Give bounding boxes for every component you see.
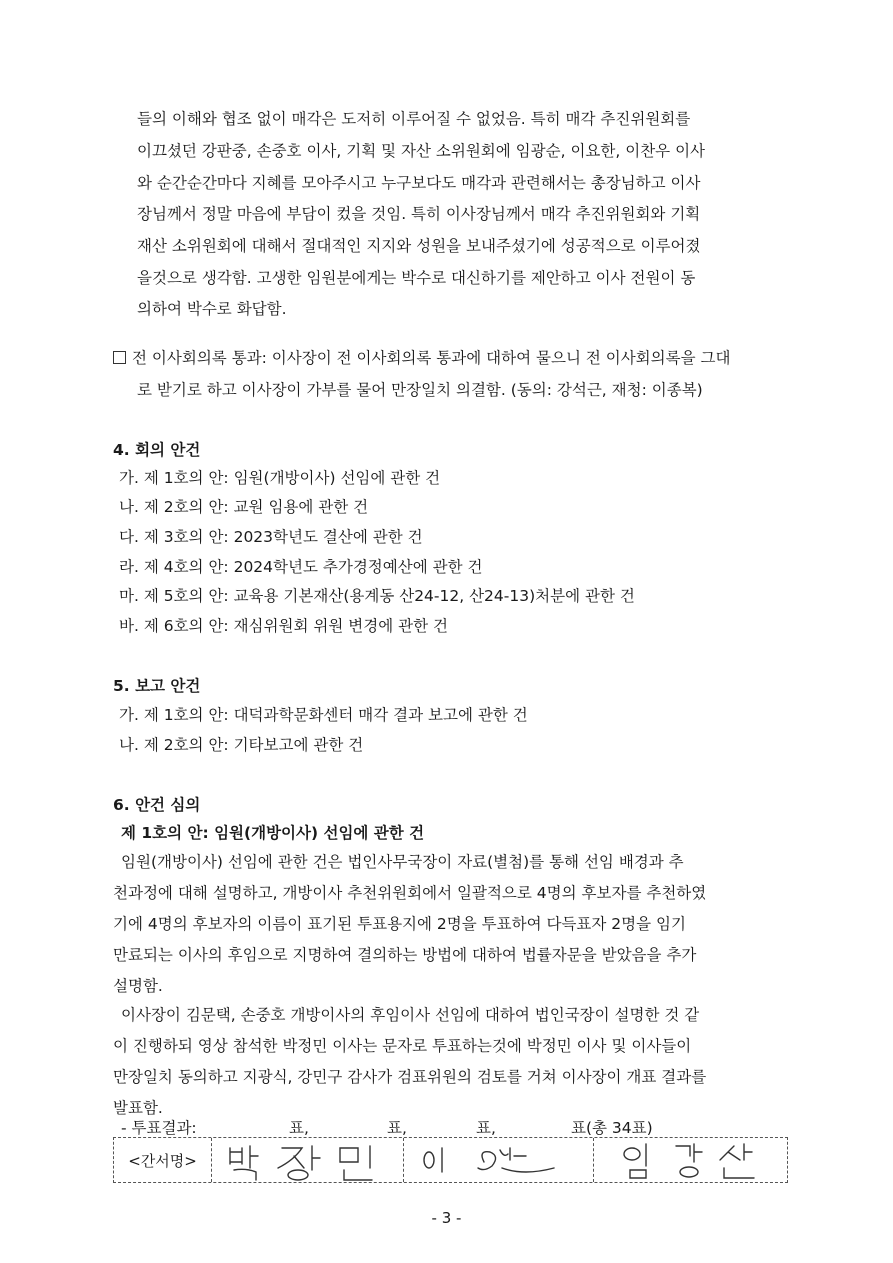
signature-lim xyxy=(594,1138,787,1182)
para1-line: 천과정에 대해 설명하고, 개방이사 추천위원회에서 일괄적으로 4명의 후보자를 추천하였 xyxy=(113,884,707,902)
vote-result-label: - 투표결과: xyxy=(121,1119,197,1137)
agenda-item: 가. 제 1호의 안: 임원(개방이사) 선임에 관한 건 xyxy=(119,469,441,487)
intro-line: 와 순간순간마다 지혜를 모아주시고 누구보다도 매각과 관련해서는 총장님하고 이사 xyxy=(137,174,701,192)
signature-lee xyxy=(404,1138,594,1182)
intro-line: 장님께서 정말 마음에 부담이 컸을 것임. 특히 이사장님께서 매각 추진위원회와 기획 xyxy=(137,205,701,223)
para2-line: 발표함. xyxy=(113,1099,163,1117)
signature-table xyxy=(113,1137,788,1183)
para1-line: 기에 4명의 후보자의 이름이 표기된 투표용지에 2명을 투표하여 다득표자 2명을 임기 xyxy=(113,915,686,933)
section-4-title: 4. 회의 안건 xyxy=(113,441,201,459)
page-number: - 3 - xyxy=(431,1209,462,1227)
checkbox-icon xyxy=(113,351,126,364)
section-6-title: 6. 안건 심의 xyxy=(113,796,201,814)
section-5-title: 5. 보고 안건 xyxy=(113,677,201,695)
handwritten-signature-icon xyxy=(212,1138,404,1182)
handwritten-signature-icon xyxy=(594,1138,784,1182)
intro-line: 재산 소위원회에 대해서 절대적인 지지와 성원을 보내주셨기에 성공적으로 이루어졌 xyxy=(137,237,701,255)
para2-line: 이 진행하되 영상 참석한 박정민 이사는 문자로 투표하는것에 박정민 이사 및 이사들이 xyxy=(113,1037,692,1055)
vote-unit: 표, xyxy=(387,1119,407,1137)
intro-line: 의하여 박수로 화답함. xyxy=(137,300,287,318)
agenda-item: 다. 제 3호의 안: 2023학년도 결산에 관한 건 xyxy=(119,528,423,546)
intro-line: 들의 이해와 협조 없이 매각은 도저히 이루어질 수 없었음. 특히 매각 추진위원회를 xyxy=(137,110,691,128)
minutes-approval-line xyxy=(113,347,730,369)
handwritten-signature-icon xyxy=(404,1138,594,1182)
para1-line: 임원(개방이사) 선임에 관한 건은 법인사무국장이 자료(별첨)를 통해 선임 배경과 추 xyxy=(121,853,684,871)
para1-line: 설명함. xyxy=(113,977,163,995)
vote-unit: 표, xyxy=(289,1119,309,1137)
signature-park xyxy=(212,1138,404,1182)
minutes-approval-text: 전 이사회의록 통과: 이사장이 전 이사회의록 통과에 대하여 물으니 전 이사회의록을 그대 xyxy=(132,349,731,367)
agenda-item: 바. 제 6호의 안: 재심위원회 위원 변경에 관한 건 xyxy=(119,617,448,635)
section-6-subtitle: 제 1호의 안: 임원(개방이사) 선임에 관한 건 xyxy=(121,824,425,842)
para2-line: 만장일치 동의하고 지광식, 강민구 감사가 검표위원의 검토를 거쳐 이사장이 개표 결과를 xyxy=(113,1068,707,1086)
signature-label: <간서명> xyxy=(114,1138,212,1182)
intro-line: 을것으로 생각함. 고생한 임원분에게는 박수로 대신하기를 제안하고 이사 전원이 동 xyxy=(137,269,696,287)
agenda-item: 마. 제 5호의 안: 교육용 기본재산(용계동 산24-12, 산24-13)처분에 관한 건 xyxy=(119,587,635,605)
vote-unit: 표, xyxy=(476,1119,496,1137)
report-item: 가. 제 1호의 안: 대덕과학문화센터 매각 결과 보고에 관한 건 xyxy=(119,706,528,724)
vote-unit: 표(총 34표) xyxy=(571,1119,653,1137)
report-item: 나. 제 2호의 안: 기타보고에 관한 건 xyxy=(119,736,364,754)
agenda-item: 라. 제 4호의 안: 2024학년도 추가경정예산에 관한 건 xyxy=(119,558,483,576)
agenda-item: 나. 제 2호의 안: 교원 임용에 관한 건 xyxy=(119,498,369,516)
para2-line: 이사장이 김문택, 손중호 개방이사의 후임이사 선임에 대하여 법인국장이 설명한 것 같 xyxy=(121,1006,700,1024)
intro-line: 이끄셨던 강판중, 손중호 이사, 기획 및 자산 소위원회에 임광순, 이요한, 이찬우 이사 xyxy=(137,142,706,160)
minutes-approval-line: 로 받기로 하고 이사장이 가부를 물어 만장일치 의결함. (동의: 강석근, 재청: 이종복) xyxy=(137,381,703,399)
para1-line: 만료되는 이사의 후임으로 지명하여 결의하는 방법에 대하여 법률자문을 받았음을 추가 xyxy=(113,946,697,964)
